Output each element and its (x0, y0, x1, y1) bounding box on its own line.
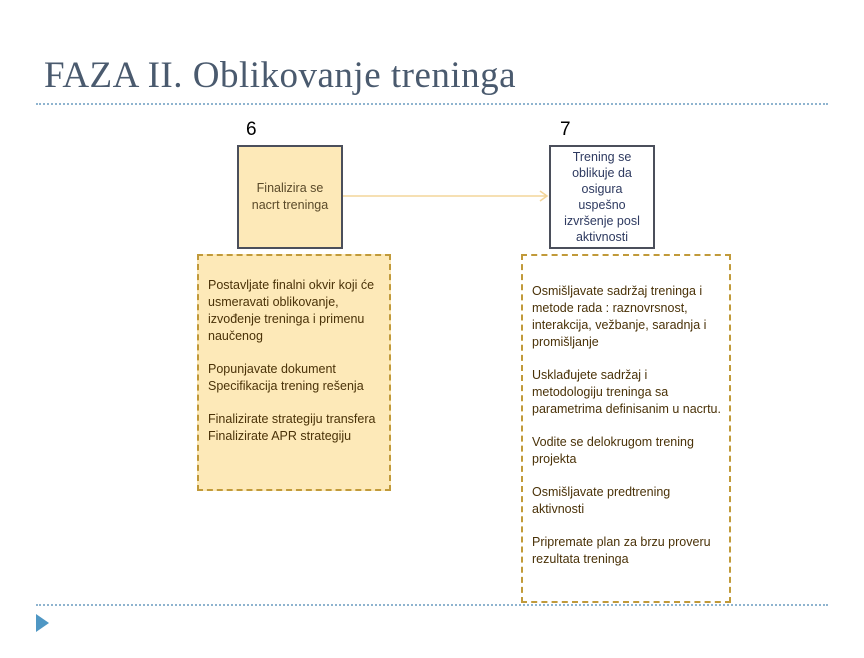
step-7-number: 7 (560, 119, 571, 140)
step-6-note-1: Postavljate finalni okvir koji će usmeravati oblikovanje, izvođenje treninga i primenu naučenog (208, 278, 375, 343)
step-6-note-3: Finalizirate strategiju transfera Finalizirate APR strategiju (208, 412, 376, 443)
slide-title: FAZA II. Oblikovanje treninga (44, 55, 517, 96)
step-6-box (237, 145, 343, 249)
step-7-note-2: Usklađujete sadržaj i metodologiju treninga sa parametrima definisanim u nacrtu. (532, 368, 721, 416)
bottom-divider (36, 604, 828, 606)
step-7-note-5: Pripremate plan za brzu proveru rezultata treninga (532, 535, 711, 566)
step-7-label: Trening se oblikuje da osigura uspešno izvršenje posl aktivnosti (564, 150, 640, 244)
step-6-notes (197, 254, 391, 491)
step-7-box (549, 145, 655, 249)
step-6-label: Finalizira se nacrt treninga (251, 181, 329, 212)
step-7-note-3: Vodite se delokrugom trening projekta (532, 435, 694, 466)
step-6-note-2: Popunjavate dokument Specifikacija trening rešenja (208, 362, 364, 393)
step-6-number: 6 (246, 119, 257, 140)
step-7-note-4: Osmišljavate predtrening aktivnosti (532, 485, 671, 516)
step-7-note-1: Osmišljavate sadržaj treninga i metode rada : raznovrsnost, interakcija, vežbanje, saradnja i promišljanje (532, 284, 707, 349)
step-7-notes (521, 254, 731, 603)
play-triangle-icon[interactable] (36, 614, 50, 632)
